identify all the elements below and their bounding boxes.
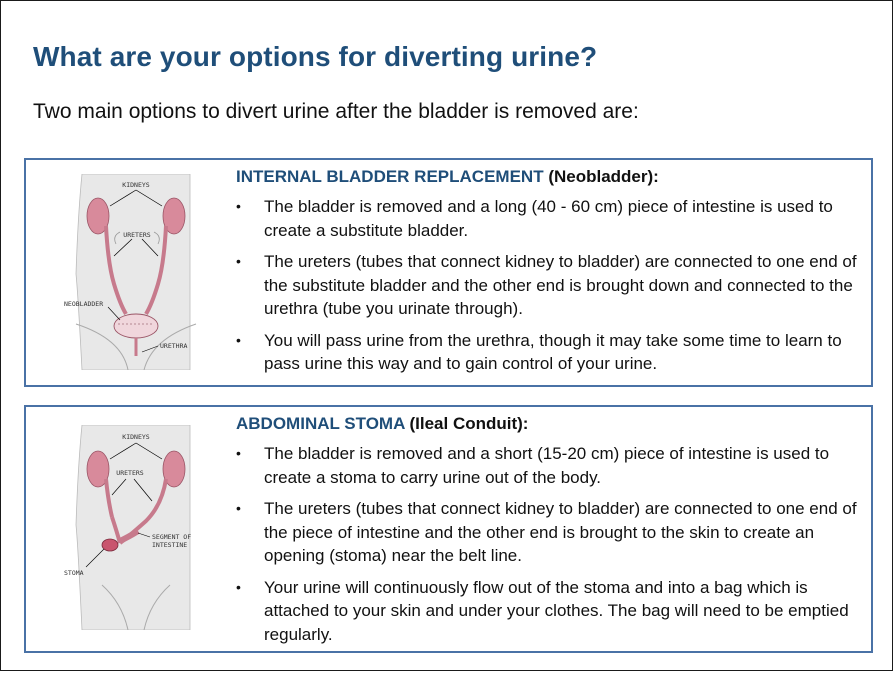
bullet-icon: • [236, 198, 241, 214]
stoma-content [236, 412, 857, 654]
bullet-icon: • [236, 253, 241, 269]
bullet-icon: • [236, 500, 241, 516]
stoma-heading-main: ABDOMINAL STOMA [236, 414, 405, 433]
stoma-heading [236, 412, 857, 436]
bullet-text: The bladder is removed and a short (15-20 cm) piece of intestine is used to create a stoma to carry urine out of the body. [264, 444, 830, 487]
option-neobladder-box [24, 158, 873, 387]
neobladder-bullet-list [236, 195, 857, 376]
neobladder-heading-sub: (Neobladder): [548, 167, 659, 186]
bullet-icon: • [236, 331, 241, 348]
bullet-item [236, 195, 857, 242]
bullet-item [236, 329, 857, 376]
stoma-bullet-list [236, 442, 857, 646]
label-kidneys: KIDNEYS [122, 433, 150, 441]
page-title: What are your options for diverting urine? [33, 41, 598, 72]
bullet-text: The ureters (tubes that connect kidney to bladder) are connected to one end of the substitute bladder and the other end is brought down and connected to the urethra (tube you urinate through). [264, 252, 857, 318]
option-stoma-box [24, 405, 873, 653]
bullet-text: Your urine will continuously flow out of the stoma and into a bag which is attached to your skin and under your clothes. The bag will need to be emptied regularly. [264, 577, 849, 644]
bullet-item [236, 250, 857, 321]
label-neobladder: NEOBLADDER [64, 300, 104, 308]
bullet-text: The bladder is removed and a long (40 - 60 cm) piece of intestine is used to create a substitute bladder. [264, 197, 833, 240]
label-segment-of: SEGMENT OF [152, 533, 192, 541]
label-intestine: INTESTINE [152, 541, 188, 549]
stoma-heading-sub: (Ileal Conduit): [409, 414, 529, 433]
bullet-item [236, 576, 857, 647]
bullet-text: The ureters (tubes that connect kidney to bladder) are connected to one end of the piece of intestine and the other end is brought to the skin to create an opening (stoma) near the belt line. [264, 499, 857, 565]
neobladder-diagram [62, 174, 210, 370]
label-urethra: URETHRA [160, 342, 188, 350]
bullet-icon: • [236, 578, 241, 595]
neobladder-content [236, 165, 857, 384]
bullet-item [236, 497, 857, 568]
label-ureters: URETERS [123, 231, 151, 239]
neobladder-icon [114, 314, 158, 338]
stoma-illustration [62, 425, 210, 630]
stoma-icon [102, 539, 118, 551]
stoma-diagram [62, 425, 210, 630]
neobladder-heading [236, 165, 857, 189]
label-stoma: STOMA [64, 569, 84, 577]
bullet-icon: • [236, 445, 241, 461]
neobladder-illustration [62, 174, 210, 370]
neobladder-heading-main: INTERNAL BLADDER REPLACEMENT [236, 167, 544, 186]
intro-text: Two main options to divert urine after the bladder is removed are: [33, 100, 639, 123]
label-ureters: URETERS [116, 469, 144, 477]
label-kidneys: KIDNEYS [122, 181, 150, 189]
bullet-item [236, 442, 857, 489]
bullet-text: You will pass urine from the urethra, though it may take some time to learn to pass urine this way and to gain control of your urine. [264, 330, 842, 373]
